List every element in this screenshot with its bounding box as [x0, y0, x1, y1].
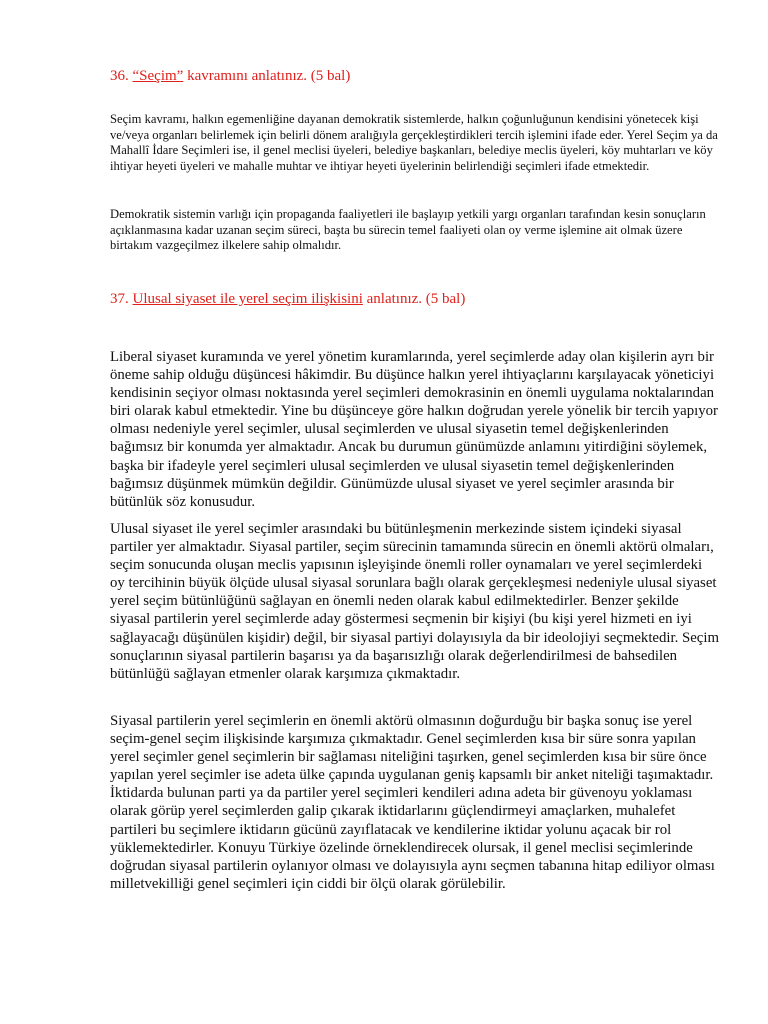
question-36-prompt: kavramını anlatınız. (5 bal) — [183, 68, 351, 84]
question-37-paragraph-1: Liberal siyaset kuramında ve yerel yönetim kuramlarında, yerel seçimlerde aday olan kişilerin ayrı bir öneme sahip olduğu düşüncesi hâkimdir. Bu düşünce halkın yerel ihtiyaçlarını karşılayacak yöneticiyi kendisinin seçiyor olması noktasında yerel seçimleri demokrasinin en önemli uygulama noktalarından biri olarak kabul etmektedir. Yine bu düşünceye göre halkın doğrudan yerele yönelik bir tercih yapıyor olması nedeniyle yerel seçimler, ulusal seçimlerden ve ulusal siyasetin temel değişkenlerinden bağımsız bir konumda yer almaktadır. Ancak bu durumun günümüzde anlamını yitirdiğini söylemek, başka bir ifadeyle yerel seçimleri ulusal seçimlerden ve ulusal siyasetin temel değişkenlerinden bağımsız düşünmek mümkün değildir. Günümüzde ulusal siyaset ve yerel seçimler arasında bir bütünlük söz konusudur. — [110, 349, 718, 510]
question-36-heading — [110, 68, 350, 85]
question-37-paragraph-2: Ulusal siyaset ile yerel seçimler arasındaki bu bütünleşmenin merkezinde sistem içindeki siyasal partiler yer almaktadır. Siyasal partiler, seçim sürecinin tamamında sürecin en önemli aktörü olmaları, seçim sonucunda oluşan meclis yapısının işleyişinde önemli roller oynamaları ve yerel seçimlerdeki oy tercihinin büyük ölçüde ulusal siyasal sorunlara bağlı olarak gerçekleşmesi nedeniyle ulusal siyaset yerel seçim bütünlüğünü sağlayan en önemli neden olarak kabul edilmektedirler. Benzer şekilde siyasal partilerin yerel seçimlerde aday göstermesi seçmenin bir kişiyi (bu kişi yerel hizmeti en iyi sağlayacağı düşünülen kişidir) değil, bir siyasal partiyi dolayısıyla da bir ideolojiyi seçmektedir. Seçim sonuçlarının siyasal partilerin başarısı ya da başarısızlığı olarak değerlendirilmesi de bahsedilen bütünlüğü sağlayan etmenler olarak karşımıza çıkmaktadır. — [110, 521, 719, 682]
question-36-paragraph-1: Seçim kavramı, halkın egemenliğine dayanan demokratik sistemlerde, halkın çoğunluğunun kendisini yönetecek kişi ve/veya organları belirlemek için belirli dönem aralığıyla gerçekleştirdikleri tercih işlemini ifade eder. Yerel Seçim ya da Mahallî İdare Seçimleri ise, il genel meclisi üyeleri, belediye başkanları, belediye meclis üyeleri, köy muhtarları ve köy ihtiyar heyeti üyeleri ve mahalle muhtar ve ihtiyar heyeti üyelerinin belirlendiği seçimleri ifade etmektedir. — [110, 112, 718, 173]
question-37-keyword: Ulusal siyaset ile yerel seçim ilişkisini — [132, 291, 363, 307]
question-36-paragraph-2: Demokratik sistemin varlığı için propaganda faaliyetleri ile başlayıp yetkili yargı organları tarafından kesin sonuçların açıklanmasına kadar uzanan seçim süreci, başta bu sürecin temel faaliyeti olan oy verme işlemine ait olmak üzere birtakım vazgeçilmez ilkelere sahip olmalıdır. — [110, 207, 706, 253]
question-36-number: 36. — [110, 68, 129, 84]
question-37-heading — [110, 291, 465, 308]
question-37-number: 37. — [110, 291, 129, 307]
question-37-paragraph-3: Siyasal partilerin yerel seçimlerin en önemli aktörü olmasının doğurduğu bir başka sonuç ise yerel seçim-genel seçim ilişkisinde karşımıza çıkmaktadır. Genel seçimlerden kısa bir süre sonra yapılan yerel seçimler genel seçimlerin bir sağlaması niteliğini taşırken, genel seçimlerden kısa bir süre önce yapılan yerel seçimler ise adeta ülke çapında uygulanan geniş kapsamlı bir anket niteliği taşımaktadır. İktidarda bulunan parti ya da partiler yerel seçimleri kendileri adına adeta bir güvenoyu yoklaması olarak görüp yerel seçimlerden galip çıkarak iktidarlarını güçlendirmeyi amaçlarken, muhalefet partileri bu seçimlere iktidarın gücünü zayıflatacak ve kendilerine iktidar yolunu açacak bir rol yüklemektedirler. Konuyu Türkiye özelinde örneklendirecek olursak, il genel meclisi seçimlerinde doğrudan siyasal partilerin oylanıyor olması ve dolayısıyla aynı seçmen tabanına hitap ediliyor olması milletvekilliği genel seçimleri için ciddi bir ölçü olarak görülebilir. — [110, 713, 715, 892]
question-36-keyword: “Seçim” — [132, 68, 184, 84]
question-37-prompt: anlatınız. (5 bal) — [362, 291, 466, 307]
